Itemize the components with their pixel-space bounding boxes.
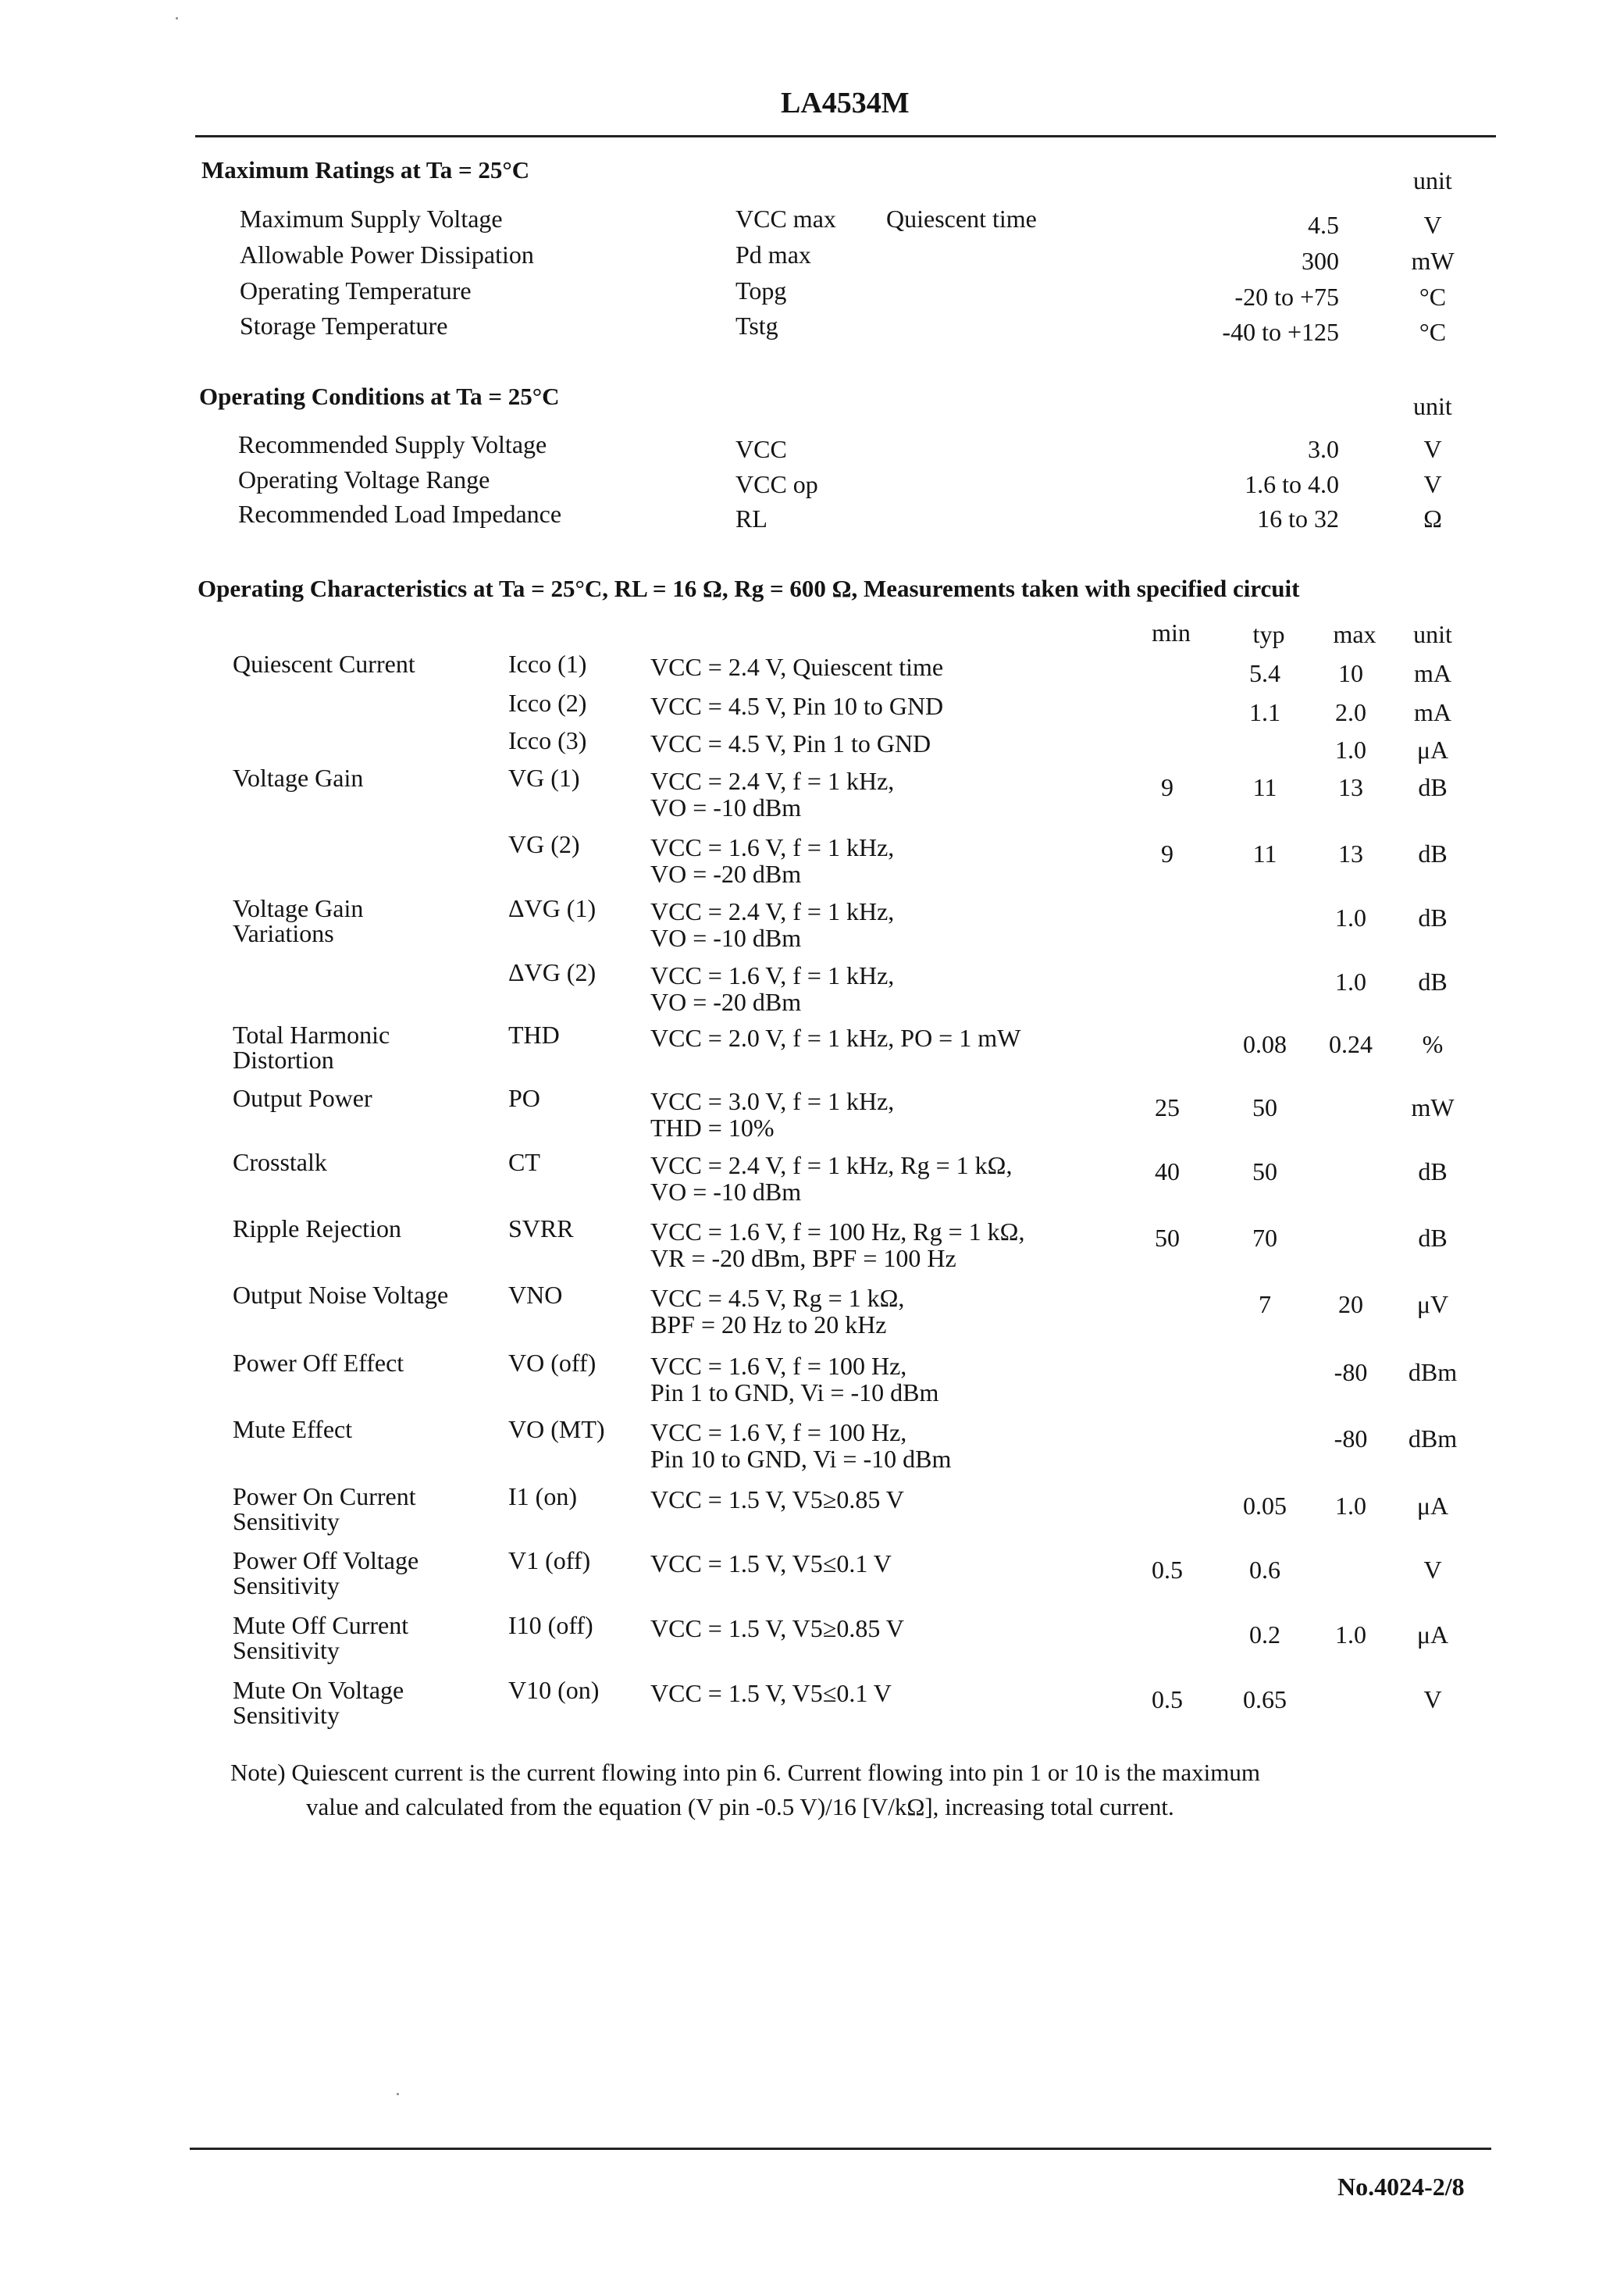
char-max: 0.24 [1329,1030,1373,1058]
max-rating-param: Operating Temperature [240,276,472,305]
char-unit: dBm [1408,1424,1458,1453]
char-unit: % [1422,1030,1444,1058]
op-condition-value: 3.0 [1308,435,1339,463]
char-condition-line2: VO = -10 dBm [650,1178,802,1206]
op-condition-unit: Ω [1423,504,1442,533]
col-header-unit: unit [1413,620,1452,648]
char-param: Mute On Voltage [233,1676,404,1704]
char-symbol: Icco (1) [508,650,587,678]
op-condition-param: Operating Voltage Range [238,465,490,494]
char-typ: 0.05 [1243,1492,1287,1520]
max-rating-value: 4.5 [1308,211,1339,239]
char-typ: 11 [1252,773,1277,801]
op-condition-param: Recommended Load Impedance [238,500,562,528]
header-rule [195,135,1496,137]
char-condition-line2: Pin 10 to GND, Vi = -10 dBm [650,1445,952,1473]
char-symbol: V10 (on) [508,1676,600,1704]
max-rating-symbol: Tstg [735,312,778,340]
char-condition: VCC = 1.6 V, f = 100 Hz, [650,1352,907,1380]
char-typ: 1.1 [1249,698,1280,726]
char-condition: VCC = 2.4 V, f = 1 kHz, Rg = 1 kΩ, [650,1151,1013,1179]
char-typ: 0.2 [1249,1620,1280,1649]
char-condition: VCC = 1.6 V, f = 100 Hz, [650,1418,907,1446]
char-unit: dB [1418,840,1448,868]
page-number: No.4024-2/8 [1337,2173,1465,2201]
max-ratings-unit-header: unit [1413,166,1452,194]
char-condition: VCC = 1.6 V, f = 100 Hz, Rg = 1 kΩ, [650,1217,1025,1246]
char-symbol: ΔVG (2) [508,958,597,986]
max-rating-unit: °C [1419,318,1447,346]
op-condition-value: 16 to 32 [1257,504,1339,533]
char-condition-line2: VO = -20 dBm [650,988,802,1016]
char-symbol: VG (1) [508,764,580,792]
op-condition-symbol: VCC [735,435,787,463]
char-typ: 50 [1252,1157,1277,1185]
char-min: 0.5 [1152,1556,1183,1584]
char-symbol: VG (2) [508,830,580,858]
char-condition: VCC = 1.5 V, V5≥0.85 V [650,1614,904,1642]
char-symbol: Icco (2) [508,689,587,717]
char-symbol: CT [508,1148,540,1176]
char-typ: 0.6 [1249,1556,1280,1584]
char-unit: dB [1418,1224,1448,1252]
char-symbol: Icco (3) [508,726,587,754]
op-condition-value: 1.6 to 4.0 [1245,470,1339,498]
char-param-line2: Sensitivity [233,1636,340,1664]
char-param: Voltage Gain [233,894,364,922]
char-max: -80 [1334,1424,1368,1453]
char-param-line2: Sensitivity [233,1571,340,1599]
char-param: Voltage Gain [233,764,364,792]
char-unit: μV [1416,1290,1449,1318]
char-min: 50 [1155,1224,1180,1252]
col-header-typ: typ [1252,620,1285,648]
op-condition-unit: V [1423,435,1442,463]
max-rating-symbol: Topg [735,276,787,305]
char-symbol: THD [508,1021,560,1049]
col-header-max: max [1333,620,1376,648]
max-rating-symbol: VCC max [735,205,836,233]
max-rating-unit: mW [1411,247,1455,275]
max-rating-value: -20 to +75 [1234,283,1339,311]
char-unit: μA [1416,1620,1449,1649]
op-condition-param: Recommended Supply Voltage [238,430,547,458]
char-param: Power Off Effect [233,1349,404,1377]
char-symbol: VO (MT) [508,1415,605,1443]
char-symbol: V1 (off) [508,1546,591,1574]
char-max: 2.0 [1335,698,1366,726]
op-chars-title: Operating Characteristics at Ta = 25°C, RL = 16 Ω, Rg = 600 Ω, Measurements taken with specified circuit [198,575,1300,602]
char-param: Mute Effect [233,1415,353,1443]
char-condition-line2: VR = -20 dBm, BPF = 100 Hz [650,1244,956,1272]
char-unit: V [1423,1556,1442,1584]
char-max: 1.0 [1335,904,1366,932]
col-header-min: min [1152,619,1191,647]
char-condition-line2: VO = -10 dBm [650,924,802,952]
char-typ: 0.65 [1243,1685,1287,1713]
char-param: Crosstalk [233,1148,327,1176]
char-unit: mW [1411,1093,1455,1121]
op-conditions-title: Operating Conditions at Ta = 25°C [199,383,560,410]
char-unit: dB [1418,968,1448,996]
char-condition: VCC = 2.0 V, f = 1 kHz, PO = 1 mW [650,1024,1021,1052]
char-typ: 5.4 [1249,659,1280,687]
char-max: 13 [1338,773,1363,801]
char-min: 25 [1155,1093,1180,1121]
char-condition: VCC = 4.5 V, Pin 10 to GND [650,692,944,720]
char-symbol: VNO [508,1281,563,1309]
char-max: 1.0 [1335,1492,1366,1520]
char-typ: 0.08 [1243,1030,1287,1058]
note-line-1: Note) Quiescent current is the current flowing into pin 6. Current flowing into pin 1 or 10 is the maximum [230,1759,1260,1786]
char-condition-line2: THD = 10% [650,1114,775,1142]
char-symbol: I1 (on) [508,1482,577,1510]
max-rating-value: 300 [1302,247,1339,275]
char-max: 20 [1338,1290,1363,1318]
char-param: Power Off Voltage [233,1546,419,1574]
page-title: LA4534M [781,87,910,119]
char-condition: VCC = 4.5 V, Pin 1 to GND [650,729,931,758]
char-param-line2: Distortion [233,1046,334,1074]
char-max: 10 [1338,659,1363,687]
char-condition: VCC = 1.5 V, V5≤0.1 V [650,1549,892,1577]
scan-speck [176,17,178,20]
char-condition: VCC = 1.5 V, V5≤0.1 V [650,1679,892,1707]
char-symbol: SVRR [508,1214,574,1242]
char-param: Power On Current [233,1482,416,1510]
char-unit: dB [1418,904,1448,932]
char-min: 9 [1161,773,1173,801]
scan-speck [397,2093,399,2095]
char-condition: VCC = 2.4 V, f = 1 kHz, [650,897,895,925]
char-min: 9 [1161,840,1173,868]
char-typ: 11 [1252,840,1277,868]
char-typ: 50 [1252,1093,1277,1121]
char-min: 40 [1155,1157,1180,1185]
char-condition-line2: VO = -20 dBm [650,860,802,888]
max-rating-condition: Quiescent time [886,205,1037,233]
char-param-line2: Sensitivity [233,1701,340,1729]
note-line-2: value and calculated from the equation (V pin -0.5 V)/16 [V/kΩ], increasing total current. [306,1793,1174,1820]
op-condition-symbol: RL [735,504,767,533]
char-condition: VCC = 2.4 V, f = 1 kHz, [650,767,895,795]
char-symbol: ΔVG (1) [508,894,597,922]
char-unit: dB [1418,773,1448,801]
char-max: 1.0 [1335,968,1366,996]
char-unit: V [1423,1685,1442,1713]
max-rating-symbol: Pd max [735,241,811,269]
max-rating-unit: V [1423,211,1442,239]
max-rating-param: Allowable Power Dissipation [240,241,534,269]
char-max: -80 [1334,1358,1368,1386]
char-param: Total Harmonic [233,1021,390,1049]
char-symbol: VO (off) [508,1349,597,1377]
char-symbol: PO [508,1084,540,1112]
char-unit: mA [1414,698,1451,726]
char-min: 0.5 [1152,1685,1183,1713]
char-unit: μA [1416,1492,1449,1520]
char-unit: dB [1418,1157,1448,1185]
op-condition-unit: V [1423,470,1442,498]
char-max: 1.0 [1335,736,1366,764]
char-max: 13 [1338,840,1363,868]
char-param: Output Noise Voltage [233,1281,449,1309]
char-param-line2: Variations [233,919,334,947]
char-param-line2: Sensitivity [233,1507,340,1535]
char-param: Output Power [233,1084,372,1112]
max-rating-unit: °C [1419,283,1447,311]
char-condition-line2: Pin 1 to GND, Vi = -10 dBm [650,1378,939,1406]
char-condition: VCC = 3.0 V, f = 1 kHz, [650,1087,895,1115]
char-param: Mute Off Current [233,1611,409,1639]
char-param: Ripple Rejection [233,1214,401,1242]
char-symbol: I10 (off) [508,1611,593,1639]
char-param: Quiescent Current [233,650,415,678]
op-conditions-unit-header: unit [1413,392,1452,420]
char-condition-line2: VO = -10 dBm [650,793,802,822]
footer-rule [190,2148,1491,2150]
max-rating-param: Maximum Supply Voltage [240,205,503,233]
char-condition-line2: BPF = 20 Hz to 20 kHz [650,1310,887,1339]
char-unit: dBm [1408,1358,1458,1386]
char-condition: VCC = 1.6 V, f = 1 kHz, [650,833,895,861]
char-condition: VCC = 4.5 V, Rg = 1 kΩ, [650,1284,905,1312]
max-rating-param: Storage Temperature [240,312,448,340]
char-max: 1.0 [1335,1620,1366,1649]
max-ratings-title: Maximum Ratings at Ta = 25°C [201,156,530,184]
char-condition: VCC = 1.6 V, f = 1 kHz, [650,961,895,989]
max-rating-value: -40 to +125 [1222,318,1339,346]
char-unit: mA [1414,659,1451,687]
op-condition-symbol: VCC op [735,470,818,498]
char-unit: μA [1416,736,1449,764]
char-typ: 7 [1259,1290,1271,1318]
char-condition: VCC = 2.4 V, Quiescent time [650,653,944,681]
char-typ: 70 [1252,1224,1277,1252]
char-condition: VCC = 1.5 V, V5≥0.85 V [650,1485,904,1513]
